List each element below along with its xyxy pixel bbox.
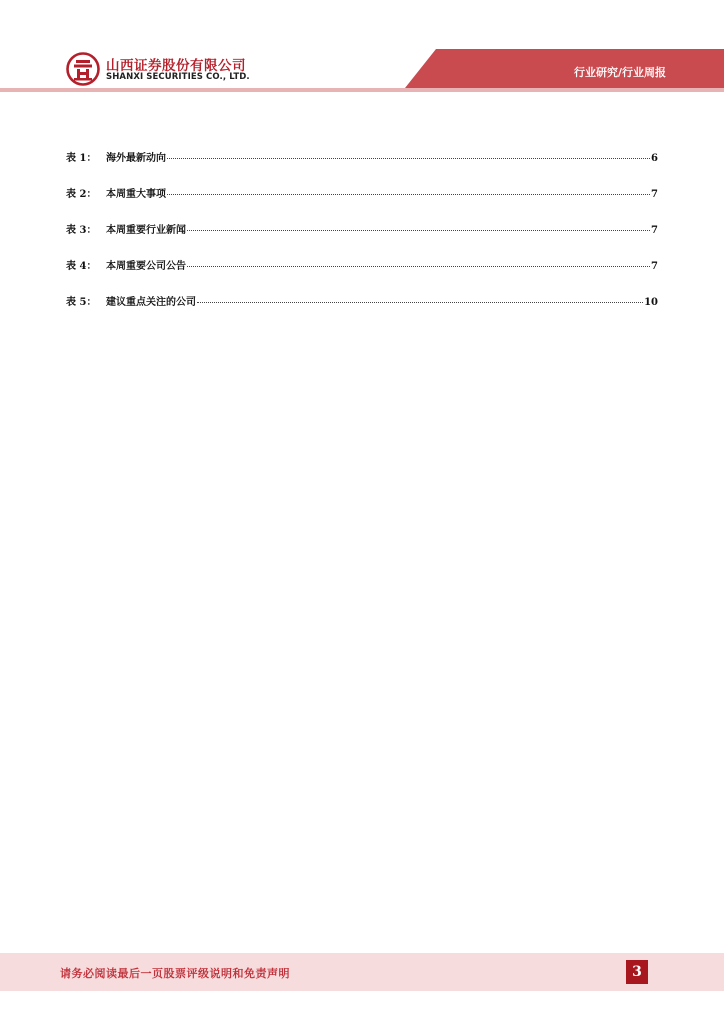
toc-entry-title: 本周重要行业新闻 [106,225,186,236]
toc-entry[interactable] [66,149,658,185]
page-footer [0,953,724,991]
toc-entry[interactable] [66,185,658,221]
toc-entry-page: 7 [651,261,658,272]
toc-leader [187,266,650,267]
report-type-label: 行业研究/行业周报 [573,66,666,79]
toc-entry-title: 海外最新动向 [106,153,166,164]
toc-entry-page: 10 [644,297,658,308]
toc-entry-number: 表 4： [66,261,97,272]
toc-entry-number: 表 1： [66,153,97,164]
toc-entry[interactable] [66,257,658,293]
table-list [66,149,658,329]
shanxi-securities-logo-icon [66,52,100,86]
toc-entry-page: 7 [651,225,658,236]
toc-leader [167,194,650,195]
toc-entry[interactable] [66,221,658,257]
disclaimer-text: 请务必阅读最后一页股票评级说明和免责声明 [60,967,290,980]
header-banner [0,0,724,100]
toc-leader [197,302,643,303]
toc-entry-number: 表 2： [66,189,97,200]
toc-entry[interactable] [66,293,658,329]
toc-entry-number: 表 5： [66,297,97,308]
company-name-en: SHANXI SECURITIES CO., LTD. [106,72,250,82]
toc-leader [187,230,650,231]
toc-entry-number: 表 3： [66,225,97,236]
toc-entry-title: 本周重大事项 [106,189,166,200]
toc-entry-title: 本周重要公司公告 [106,261,186,272]
toc-entry-title: 建议重点关注的公司 [106,297,196,308]
toc-leader [167,158,650,159]
page-number: 3 [626,960,648,984]
toc-entry-page: 7 [651,189,658,200]
toc-entry-page: 6 [651,153,658,164]
page-header [0,0,724,100]
company-name-cn: 山西证券股份有限公司 [106,58,246,74]
